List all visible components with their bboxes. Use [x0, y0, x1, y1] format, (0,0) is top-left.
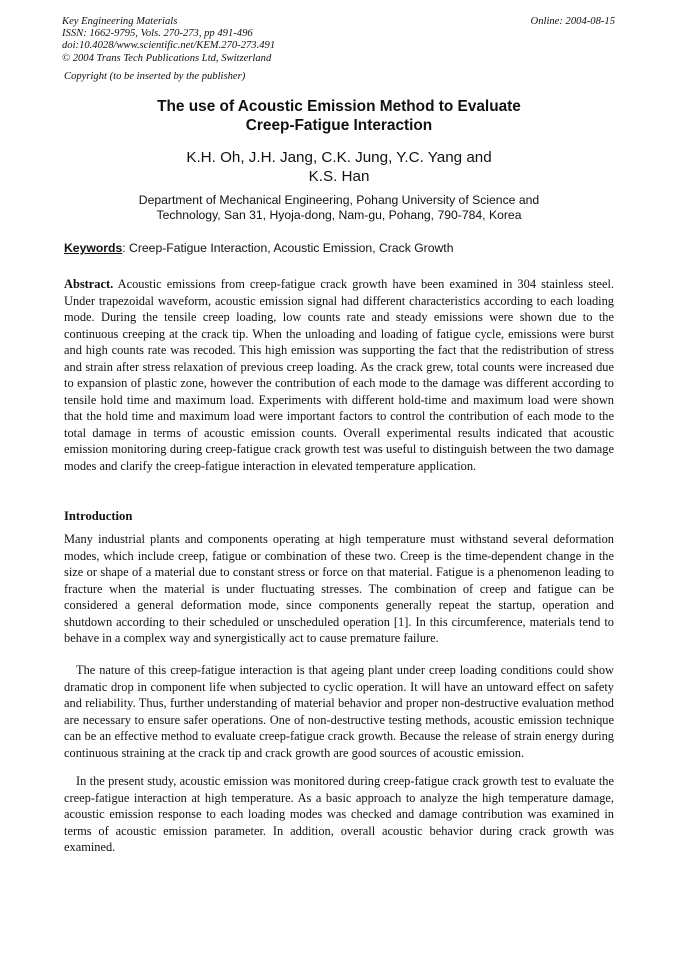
title-line-2: Creep-Fatigue Interaction	[245, 117, 433, 134]
authors-line-2: K.S. Han	[308, 168, 370, 185]
journal-header	[62, 16, 275, 65]
author-list	[0, 148, 678, 186]
abstract-text: Acoustic emissions from creep-fatigue crack growth have been examined in 304 stainless steel. Under trapezoidal waveform, acoustic emission signal had different characteristics according to each loading mode. During the tensile creep loading, low counts rate and steady emissions were shown due to the continuous creeping at the crack tip. When the unloading and loading of fatigue cycle, emissions were burst and high counts rate was recoded. This high emission was supporting the fact that the redistribution of stress and strain after stress relaxation of previous creep loading. As the crack grew, total counts were increased due to expansion of plastic zone, however the contribution of each mode to the damage was different according to tensile hold time and maximum load. Experiments with different hold-time and maximum load were shown that the hold time and maximum load were important factors to control the contribution of each mode to the total damage in terms of acoustic emission counts. Overall experimental results indicated that acoustic emission monitoring during creep-fatigue crack growth test was useful to distinguish between the two damage modes and clarify the creep-fatigue interaction in elevated temperature application.	[64, 277, 614, 473]
abstract-paragraph	[64, 276, 614, 474]
authors-line-1: K.H. Oh, J.H. Jang, C.K. Jung, Y.C. Yang and	[186, 149, 492, 166]
introduction-heading: Introduction	[64, 509, 133, 523]
publisher-line: © 2004 Trans Tech Publications Ltd, Switzerland	[62, 52, 272, 64]
keywords-text: Creep-Fatigue Interaction, Acoustic Emission, Crack Growth	[125, 241, 454, 255]
keywords-separator: :	[122, 241, 126, 255]
keywords-label: Keywords	[64, 241, 123, 255]
online-date: Online: 2004-08-15	[530, 16, 615, 27]
copyright-note: Copyright (to be inserted by the publisher)	[64, 71, 246, 82]
title-line-1: The use of Acoustic Emission Method to Evaluate	[157, 98, 521, 115]
affiliation	[0, 193, 678, 223]
introduction-paragraph-2: The nature of this creep-fatigue interaction is that ageing plant under creep loading conditions could show dramatic drop in component life when subjected to cyclic operation. It will have an untoward effect on safety and reliability. Thus, further understanding of material behavior and proper non-destructive evaluation method are necessary to ensure safer operations. One of non-destructive testing methods, acoustic emission technique can be an effective method to evaluate creep-fatigue crack growth. Because the release of strain energy during continuous straining at the crack tip and crack growth are good sources of acoustic emission.	[64, 663, 614, 760]
paper-title	[0, 97, 678, 135]
issn-line: ISSN: 1662-9795, Vols. 270-273, pp 491-496	[62, 28, 253, 40]
affiliation-line-1: Department of Mechanical Engineering, Pohang University of Science and	[138, 193, 540, 207]
affiliation-line-2: Technology, San 31, Hyoja-dong, Nam-gu, Pohang, 790-784, Korea	[156, 208, 522, 222]
journal-name: Key Engineering Materials	[62, 16, 178, 27]
introduction-paragraph-3: In the present study, acoustic emission was monitored during creep-fatigue crack growth test to evaluate the creep-fatigue interaction at high temperature. As a basic approach to analyze the high temperature damage, acoustic emission response to each loading modes was checked and damage contribution was examined in terms of acoustic emission parameter. In addition, overall acoustic behavior during crack growth was examined.	[64, 774, 614, 854]
doi-line: doi:10.4028/www.scientific.net/KEM.270-273.491	[62, 40, 276, 52]
abstract-label: Abstract.	[64, 277, 114, 291]
keywords-line	[64, 241, 624, 256]
introduction-paragraph-1: Many industrial plants and components operating at high temperature must withstand several deformation modes, which include creep, fatigue or combination of these two. Creep is the time-dependent change in the size or shape of a material due to constant stress or force on that material. Fatigue is a phenomenon leading to fracture when the material is under fluctuating stresses. The combination of creep and fatigue can be considered a general deformation mode, since components generally repeat the startup, operation and shutdown according to their scheduled or unscheduled operation [1]. In this circumference, materials tend to behave in a complex way and synergistically act to cause premature failure.	[64, 532, 614, 645]
